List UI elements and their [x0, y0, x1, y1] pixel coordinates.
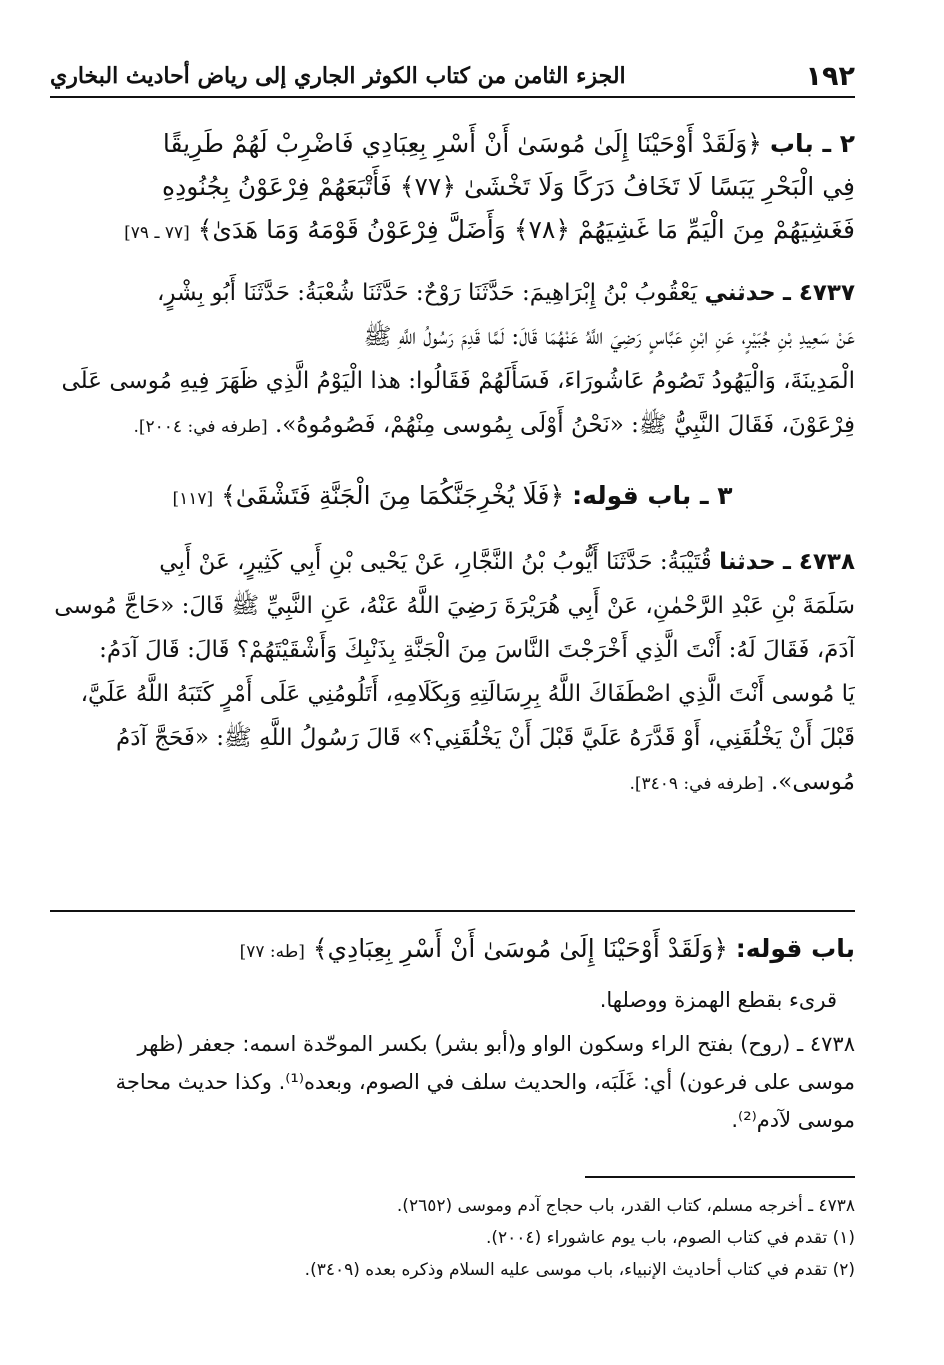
hadith-4738-line-2: سَلَمَةَ بْنِ عَبْدِ الرَّحْمٰنِ، عَنْ أَبِي هُرَيْرَةَ رَضِيَ اللَّهُ عَنْهُ، عَنِ النَّبِيِّ ﷺ قَالَ: «حَاجَّ مُوسى: [54, 593, 855, 619]
hadith-4738-line-4: يَا مُوسى أَنْتَ الَّذِي اصْطَفَاكَ اللَّهُ بِرِسَالَتِهِ وَبِكَلَامِهِ، أَتَلُومُنِي عَلَى أَمْرٍ كَتَبَهُ اللَّهُ عَلَيَّ،: [80, 681, 855, 707]
section-3-line: [50, 476, 855, 519]
section-3-ref: [١١٧]: [172, 489, 214, 509]
commentary-line-3: موسى لآدم⁽²⁾.: [731, 1108, 855, 1132]
hadith-4737-lead: حدثني: [704, 280, 776, 306]
section-3-label: ٣ ـ باب قوله:: [572, 481, 733, 510]
commentary-bab-verse: ﴿وَلَقَدْ أَوْحَيْنَا إِلَىٰ مُوسَىٰ أَنْ أَسْرِ بِعِبَادِي﴾: [312, 934, 728, 963]
commentary-note: قرىء بقطع الهمزة ووصلها.: [599, 988, 837, 1012]
commentary-separator: [50, 910, 855, 912]
hadith-4738: [50, 540, 855, 806]
commentary-line-2: موسى على فرعون) أي: غَلَبَه، والحديث سلف في الصوم، وبعده⁽¹⁾. وكذا حديث محاجة: [115, 1070, 855, 1094]
section-2-ref: [٧٧ ـ ٧٩]: [124, 223, 190, 243]
section-2-label: ٢ ـ باب: [769, 129, 855, 158]
section-2-line-1: ٢ ـ باب ﴿وَلَقَدْ أَوْحَيْنَا إِلَىٰ مُوسَىٰ أَنْ أَسْرِ بِعِبَادِي فَاضْرِبْ لَهُمْ طَرِيقًا: [162, 129, 855, 158]
hadith-4738-line-3: آدَمَ، فَقَالَ لَهُ: أَنْتَ الَّذِي أَخْرَجْتَ النَّاسَ مِنَ الْجَنَّةِ بِذَنْبِكَ وَأَشْقَيْتَهُمْ؟ قَالَ: قَالَ آدَمُ:: [99, 637, 855, 663]
section-3-bab: [50, 476, 855, 519]
commentary-line-1: ٤٧٣٨ ـ (روح) بفتح الراء وسكون الواو و(أبو بشر) بكسر الموحّدة اسمه: جعفر (ظهر: [137, 1032, 855, 1056]
commentary: [50, 928, 855, 1139]
hadith-4738-number: ٤٧٣٨ ـ: [782, 549, 855, 575]
hadith-4738-lead: حدثنا: [719, 549, 776, 575]
hadith-4738-line-6: مُوسى». [طرفه في: ٣٤٠٩].: [629, 769, 855, 795]
section-2-line-3: فَغَشِيَهُمْ مِنَ الْيَمِّ مَا غَشِيَهُمْ ﴿٧٨﴾ وَأَضَلَّ فِرْعَوْنُ قَوْمَهُ وَمَا هَدَىٰ﴾ [٧٧ ـ ٧٩]: [124, 215, 855, 244]
hadith-4737-tarafuh: [طرفه في: ٢٠٠٤].: [133, 417, 268, 437]
hadith-4737: [50, 271, 855, 449]
footnote-separator: [585, 1176, 855, 1178]
page-number: ١٩٢: [805, 60, 855, 92]
section-3-verse: ﴿فَلَا يُخْرِجَنَّكُمَا مِنَ الْجَنَّةِ فَتَشْقَىٰ﴾: [221, 481, 565, 510]
hadith-4737-line-1: ٤٧٣٧ ـ حدثني يَعْقُوبُ بْنُ إِبْرَاهِيمَ: حَدَّثَنَا رَوْحٌ: حَدَّثَنَا شُعْبَةُ: حَدَّثَنَا أَبُو بِشْرٍ،: [156, 280, 855, 306]
page-header: [50, 56, 855, 98]
hadith-4738-tarafuh: [طرفه في: ٣٤٠٩].: [629, 774, 764, 794]
book-title: الجزء الثامن من كتاب الكوثر الجاري إلى رياض أحاديث البخاري: [50, 63, 626, 89]
section-2-line-2: فِي الْبَحْرِ يَبَسًا لَا تَخَافُ دَرَكًا وَلَا تَخْشَىٰ ﴿٧٧﴾ فَأَتْبَعَهُمْ فِرْعَوْنُ بِجُنُودِهِ: [161, 172, 855, 201]
hadith-4738-line-1: ٤٧٣٨ ـ حدثنا قُتَيْبَةُ: حَدَّثَنَا أَيُّوبُ بْنُ النَّجَّارِ، عَنْ يَحْيى بْنِ أَبِي كَثِيرٍ، عَنْ أَبِي: [159, 549, 855, 575]
commentary-bab-line: [50, 928, 855, 973]
footnote-1: ٤٧٣٨ ـ أخرجه مسلم، كتاب القدر، باب حجاج آدم وموسى (٢٦٥٢).: [396, 1196, 855, 1216]
footnotes: [50, 1190, 855, 1286]
footnote-2: (١) تقدم في كتاب الصوم، باب يوم عاشوراء (٢٠٠٤).: [485, 1228, 855, 1248]
hadith-4737-line-4: فِرْعَوْنَ، فَقَالَ النَّبِيُّ ﷺ: «نَحْنُ أَوْلَى بِمُوسى مِنْهُمْ، فَصُومُوهُ». [طرفه في: ٢٠٠٤].: [133, 412, 855, 438]
section-2-bab: [50, 122, 855, 255]
hadith-4738-line-5: قَبْلَ أَنْ يَخْلُقَنِي، أَوْ قَدَّرَهُ عَلَيَّ قَبْلَ أَنْ يَخْلُقَنِي؟» قَالَ رَسُولُ اللَّهِ ﷺ: «فَحَجَّ آدَمُ: [116, 725, 855, 751]
footnote-3: (٢) تقدم في كتاب أحاديث الإنبياء، باب موسى عليه السلام وذكره بعده (٣٤٠٩).: [304, 1260, 855, 1280]
commentary-bab-label: باب قوله:: [735, 934, 855, 963]
hadith-4737-number: ٤٧٣٧ ـ: [782, 280, 855, 306]
hadith-4737-line-3: الْمَدِينَةَ، وَالْيَهُودُ تَصُومُ عَاشُورَاءَ، فَسَأَلَهُمْ فَقَالُوا: هذا الْيَوْمُ الَّذِي ظَهَرَ فِيهِ مُوسى عَلَى: [61, 368, 855, 394]
hadith-4737-line-2: عَنْ سَعِيدِ بْنِ جُبَيْرٍ، عَنِ ابْنِ عَبَّاسٍ رَضِيَ اللَّهُ عَنْهُمَا قَالَ: لَمَّا قَدِمَ رَسُولُ اللَّهِ ﷺ: [363, 324, 855, 350]
commentary-bab-ref: [طه: ٧٧]: [239, 942, 305, 962]
